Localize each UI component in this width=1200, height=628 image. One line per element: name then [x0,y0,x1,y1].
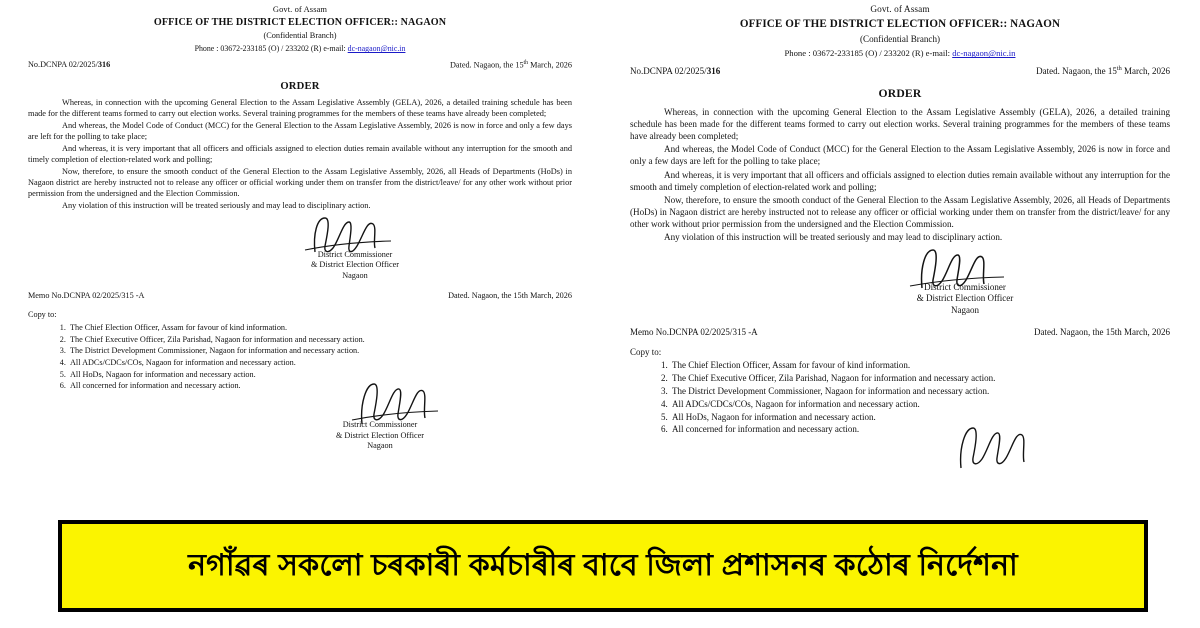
document-page-right [600,0,1200,560]
signatory-title-1-right: District Commissioner [924,281,1006,292]
memo-date-right [1036,65,1170,77]
copy-to-block-left [28,310,572,392]
memo2-row-left [28,291,572,302]
signature-mark-right [760,248,1170,282]
memo-number-right [630,65,720,77]
memo-date-suffix-right: March, 2026 [1121,66,1170,77]
office-line-left: OFFICE OF THE DISTRICT ELECTION OFFICER:: NAGAON [153,17,447,29]
memo2-suffix-right: -A [745,327,758,338]
signatory-title-2-right: & District Election Officer [916,293,1014,304]
memo-number-value-right: 316 [706,66,721,77]
order-title-left: ORDER [280,81,320,93]
contact-line-right [630,48,1170,60]
govt-line-left: Govt. of Assam [272,4,328,14]
list-item: 4. All ADCs/CDCs/COs, Nagaon for information and necessary action. [670,398,1170,411]
memo2-number-right [630,326,758,338]
copy-to-list-right [630,359,1170,436]
order-paragraph-4-right: Now, therefore, to ensure the smooth conduct of the General Election to the Assam Legislative Assembly, 2026, all Heads of Departments (HoDs) in Nagaon district are hereby instructed not to release any officer or official working under them on transfer from the district/leave/ for any other work without prior permission from the undersigned and the Election Commission. [630,194,1170,230]
bottom-white-strip [0,612,1200,628]
memo2-number-left [28,291,144,302]
footer-signatory-title-2-left: & District Election Officer [335,430,424,440]
copy-to-block-right [630,346,1170,436]
list-item: 4. All ADCs/CDCs/COs, Nagaon for information and necessary action. [68,357,572,369]
memo2-prefix-left: Memo No.DCNPA 02/2025/ [28,291,122,301]
memo2-date-right: Dated. Nagaon, the 15th March, 2026 [1034,327,1170,338]
headline-banner [58,520,1148,612]
handwritten-signature-icon [344,378,464,426]
order-paragraph-2-left: And whereas, the Model Code of Conduct (MCC) for the General Election to the Assam Legislative Assembly, 2026 is now in force and only a few days are left for the polling to take place; [28,121,572,142]
headline-text: নগাঁৱৰ সকলো চৰকাৰী কৰ্মচাৰীৰ বাবে জিলা প্ৰশাসনৰ কঠোৰ নিৰ্দেশনা [188,548,1018,582]
handwritten-signature-icon [295,212,415,256]
govt-line-right: Govt. of Assam [870,5,930,15]
list-item: 6. All concerned for information and necessary action. [68,380,572,392]
order-paragraph-3-right: And whereas, it is very important that all officers and officials assigned to election duties remain available without any interruption for the smooth and timely completion of election-related work and polling; [630,169,1170,192]
memo-date-left [450,60,572,72]
copy-to-list-left [28,322,572,392]
email-link-right[interactable]: dc-nagaon@nic.in [952,48,1016,59]
footer-signatory-title-1-left: District Commissioner [342,420,418,430]
list-item: 3. The District Development Commissioner, Nagaon for information and necessary action. [670,385,1170,398]
memo-date-prefix-right: Dated. Nagaon, the 15 [1036,66,1117,77]
signatory-title-3-left: Nagaon [342,270,368,280]
phone-text-right: Phone : 03672-233185 (O) / 233202 (R) e-mail: [784,48,953,59]
signature-mark-left [138,216,572,250]
list-item: 2. The Chief Executive Officer, Zila Parishad, Nagaon for information and necessary action. [68,334,572,346]
list-item: 5. All HoDs, Nagaon for information and necessary action. [670,411,1170,424]
signatory-title-2-left: & District Election Officer [310,260,399,270]
handwritten-signature-icon [900,244,1030,292]
branch-line-left: (Confidential Branch) [263,30,337,40]
order-title-right: ORDER [878,87,922,101]
memo-number-left [28,60,110,72]
memo-number-value-left: 316 [97,59,111,69]
order-paragraph-2-right: And whereas, the Model Code of Conduct (MCC) for the General Election to the Assam Legislative Assembly, 2026 is now in force and only a few days are left for the polling to take place; [630,144,1170,167]
signature-block-right [760,248,1170,317]
phone-text-left: Phone : 03672-233185 (O) / 233202 (R) e-mail: [194,44,348,54]
copy-to-label-left: Copy to: [28,310,57,320]
order-paragraph-4-left: Now, therefore, to ensure the smooth conduct of the General Election to the Assam Legislative Assembly, 2026, all Heads of Departments (HoDs) in Nagaon district are hereby instructed not to release any officer or official working under them on transfer from the district/leave/ for any other work without prior permission from the undersigned and the Election Commission. [28,167,572,198]
signatory-title-1-left: District Commissioner [317,249,393,259]
memo2-row-right [630,326,1170,338]
footer-signatory-lines-left [280,420,480,452]
memo2-value-right: 315 [732,327,746,338]
contact-line-left [28,44,572,54]
order-paragraph-1-left: Whereas, in connection with the upcoming General Election to the Assam Legislative Assembly (GELA), 2026, a detailed training schedule has been made for the different teams formed to carry out election works. Several training programmes for the members of these teams have already been completed; [28,98,572,119]
memo2-prefix-right: Memo No.DCNPA 02/2025/ [630,327,733,338]
copy-to-label-right: Copy to: [630,347,662,358]
memo-date-sup-right: th [1116,65,1122,73]
list-item: 1. The Chief Election Officer, Assam for favour of kind information. [68,322,572,334]
list-item: 1. The Chief Election Officer, Assam for favour of kind information. [670,359,1170,372]
branch-line-right: (Confidential Branch) [859,34,941,45]
list-item: 3. The District Development Commissioner, Nagaon for information and necessary action. [68,345,572,357]
signatory-title-3-right: Nagaon [951,304,979,315]
memo-row-right [630,65,1170,77]
memo2-suffix-left: -A [133,291,145,301]
footer-signatory-title-3-left: Nagaon [367,441,393,451]
list-item: 6. All concerned for information and necessary action. [670,423,1170,436]
list-item: 2. The Chief Executive Officer, Zila Parishad, Nagaon for information and necessary action. [670,372,1170,385]
memo-date-prefix-left: Dated. Nagaon, the 15 [449,60,524,70]
order-paragraph-3-left: And whereas, it is very important that all officers and officials assigned to election duties remain available without any interruption for the smooth and timely completion of election-related work and polling; [28,144,572,165]
signature-block-left [138,216,572,282]
document-page-left [0,0,600,560]
order-paragraph-1-right: Whereas, in connection with the upcoming General Election to the Assam Legislative Assembly (GELA), 2026, a detailed training schedule has been made for the different teams formed to carry out election works. Several training programmes for the members of these teams have already been completed; [630,106,1170,142]
footer-signature-block-left [28,386,572,451]
footer-signature-block-right [630,430,1170,480]
memo2-value-left: 315 [121,291,134,301]
email-link-left[interactable]: dc-nagaon@nic.in [347,44,406,54]
list-item: 5. All HoDs, Nagaon for information and necessary action. [68,369,572,381]
handwritten-signature-icon [943,422,1063,470]
memo-number-prefix-right: No.DCNPA 02/2025/ [630,66,707,77]
memo-row-left [28,60,572,72]
office-line-right: OFFICE OF THE DISTRICT ELECTION OFFICER:: NAGAON [739,18,1061,31]
memo2-date-left: Dated. Nagaon, the 15th March, 2026 [448,291,572,301]
memo-number-prefix-left: No.DCNPA 02/2025/ [28,59,98,69]
order-paragraph-5-right: Any violation of this instruction will be treated seriously and may lead to disciplinary action. [664,232,1003,243]
memo-date-sup-left: th [523,59,529,66]
memo-date-suffix-left: March, 2026 [528,60,572,70]
order-paragraph-5-left: Any violation of this instruction will be treated seriously and may lead to disciplinary action. [62,200,371,210]
